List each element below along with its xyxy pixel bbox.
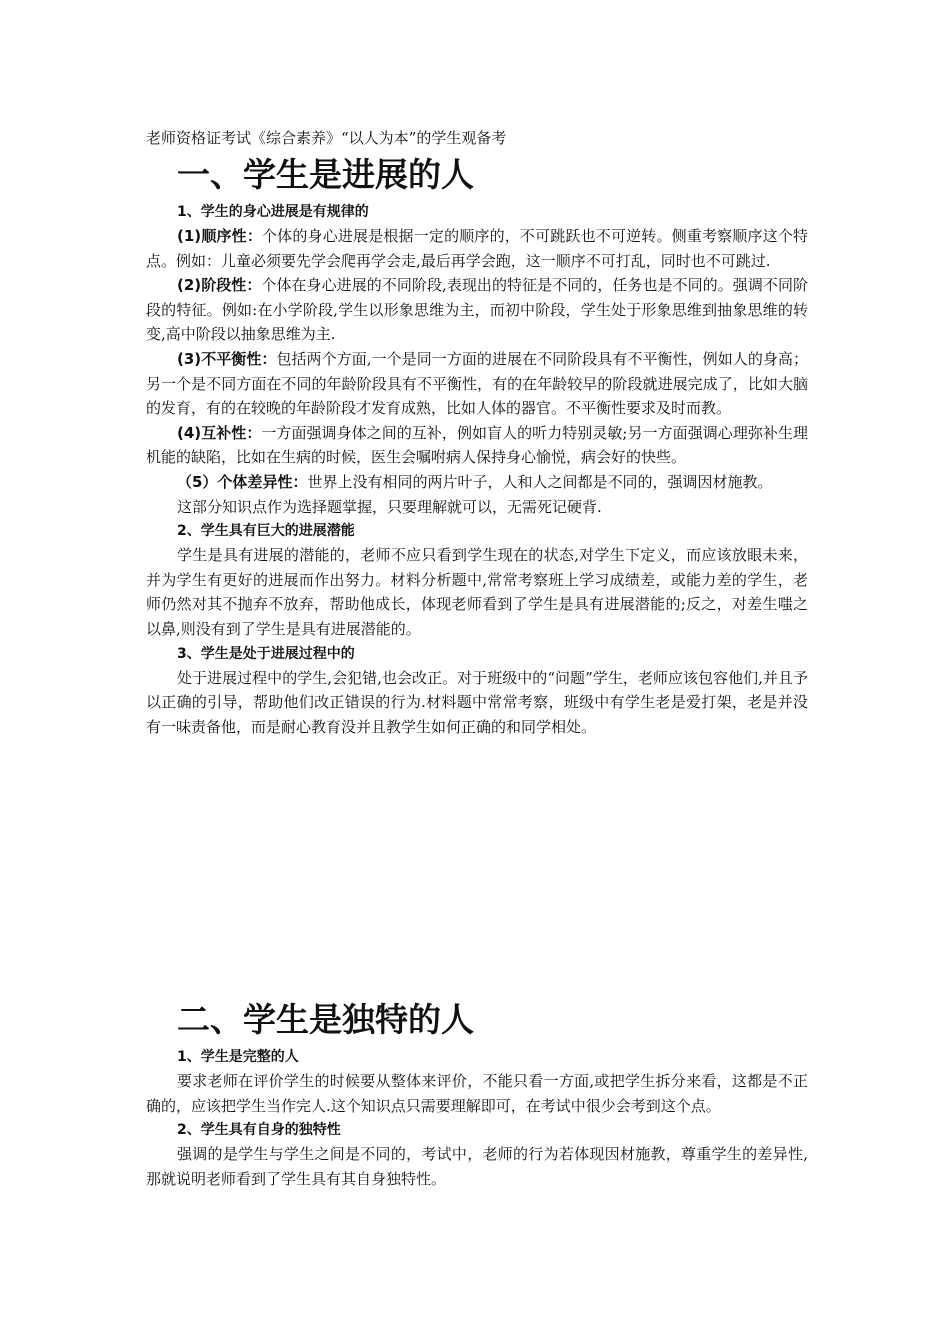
subsection-heading: 2、学生具有巨大的进展潜能 <box>177 523 355 540</box>
paragraph <box>146 421 808 470</box>
paragraph <box>146 470 808 495</box>
paragraph <box>146 1069 808 1118</box>
paragraph <box>146 224 808 273</box>
document-title: 老师资格证考试《综合素养》“以人为本”的学生观备考 <box>146 129 507 147</box>
section-body <box>146 1045 808 1191</box>
paragraph-label: (1)顺序性： <box>177 227 263 245</box>
paragraph-label: (4)互补性： <box>177 423 262 442</box>
paragraph-text: 要求老师在评价学生的时候要从整体来评价，不能只看一方面,或把学生拆分来看，这都是不正确的，应该把学生当作完人.这个知识点只需要理解即可，在考试中很少会考到这个点。 <box>146 1072 808 1115</box>
paragraph-text: 包括两个方面,一个是同一方面的进展在不同阶段具有不平衡性，例如人的身高；另一个是不同方面在不同的年龄阶段具有不平衡性，有的在年龄较早的阶段就进展完成了，比如大脑的发育，有的在较晚的年龄阶段才发育成熟，比如人体的器官。不平衡性要求及时而教。 <box>146 349 808 418</box>
paragraph <box>146 1142 808 1191</box>
subsection-heading: 1、学生的身心进展是有规律的 <box>177 204 369 220</box>
paragraph-text: 学生是具有进展的潜能的，老师不应只看到学生现在的状态,对学生下定义，而应该放眼未来，并为学生有更好的进展而作出努力。材料分析题中,常常考察班上学习成绩差，或能力差的学生，老师仍然对其不抛弃不放弃，帮助他成长，体现老师看到了学生是具有进展潜能的;反之，对差生嗤之以鼻,则没有到了学生是具有进展潜能的。 <box>146 546 808 638</box>
paragraph <box>146 495 808 520</box>
paragraph-text: 强调的是学生与学生之间是不同的，考试中，老师的行为若体现因材施教，尊重学生的差异性,那就说明老师看到了学生具有其自身独特性。 <box>146 1145 808 1188</box>
section-heading: 一、学生是进展的人 <box>177 155 474 194</box>
paragraph-text: 一方面强调身体之间的互补，例如盲人的听力特别灵敏;另一方面强调心理弥补生理机能的缺陷，比如在生病的时候，医生会嘱咐病人保持身心愉悦，病会好的快些。 <box>146 423 808 467</box>
paragraph-text: 个体的身心进展是根据一定的顺序的，不可跳跃也不可逆转。侧重考察顺序这个特点。例如：儿童必须要先学会爬再学会走,最后再学会跑，这一顺序不可打乱，同时也不可跳过. <box>146 227 808 270</box>
paragraph <box>146 666 808 740</box>
paragraph-text: 世界上没有相同的两片叶子，人和人之间都是不同的，强调因材施教。 <box>307 472 773 491</box>
subsection-heading: 2、学生具有自身的独特性 <box>177 1122 341 1139</box>
section-heading: 二、学生是独特的人 <box>177 1000 474 1039</box>
subsection-heading: 1、学生是完整的人 <box>177 1049 299 1065</box>
paragraph-text: 处于进展过程中的学生,会犯错,也会改正。对于班级中的“问题”学生，老师应该包容他们,并且予以正确的引导，帮助他们改正错误的行为.材料题中常常考察，班级中有学生老是爱打架，老是并没有一味责备他，而是耐心教育没并且教学生如何正确的和同学相处。 <box>146 668 808 736</box>
paragraph-label: (2)阶段性： <box>177 276 262 295</box>
paragraph-label: （5）个体差异性： <box>177 472 308 491</box>
section-body <box>146 200 808 739</box>
paragraph-text: 这部分知识点作为选择题掌握，只要理解就可以，无需死记硬背. <box>177 497 602 516</box>
paragraph-label: (3)不平衡性： <box>177 349 277 368</box>
paragraph <box>146 543 808 641</box>
paragraph <box>146 273 808 347</box>
subsection-heading: 3、学生是处于进展过程中的 <box>177 645 355 662</box>
paragraph <box>146 347 808 421</box>
paragraph-text: 个体在身心进展的不同阶段,表现出的特征是不同的，任务也是不同的。强调不同阶段的特征。例如:在小学阶段,学生以形象思维为主，而初中阶段，学生处于形象思维到抽象思维的转变,高中阶段以抽象思维为主. <box>146 276 808 344</box>
